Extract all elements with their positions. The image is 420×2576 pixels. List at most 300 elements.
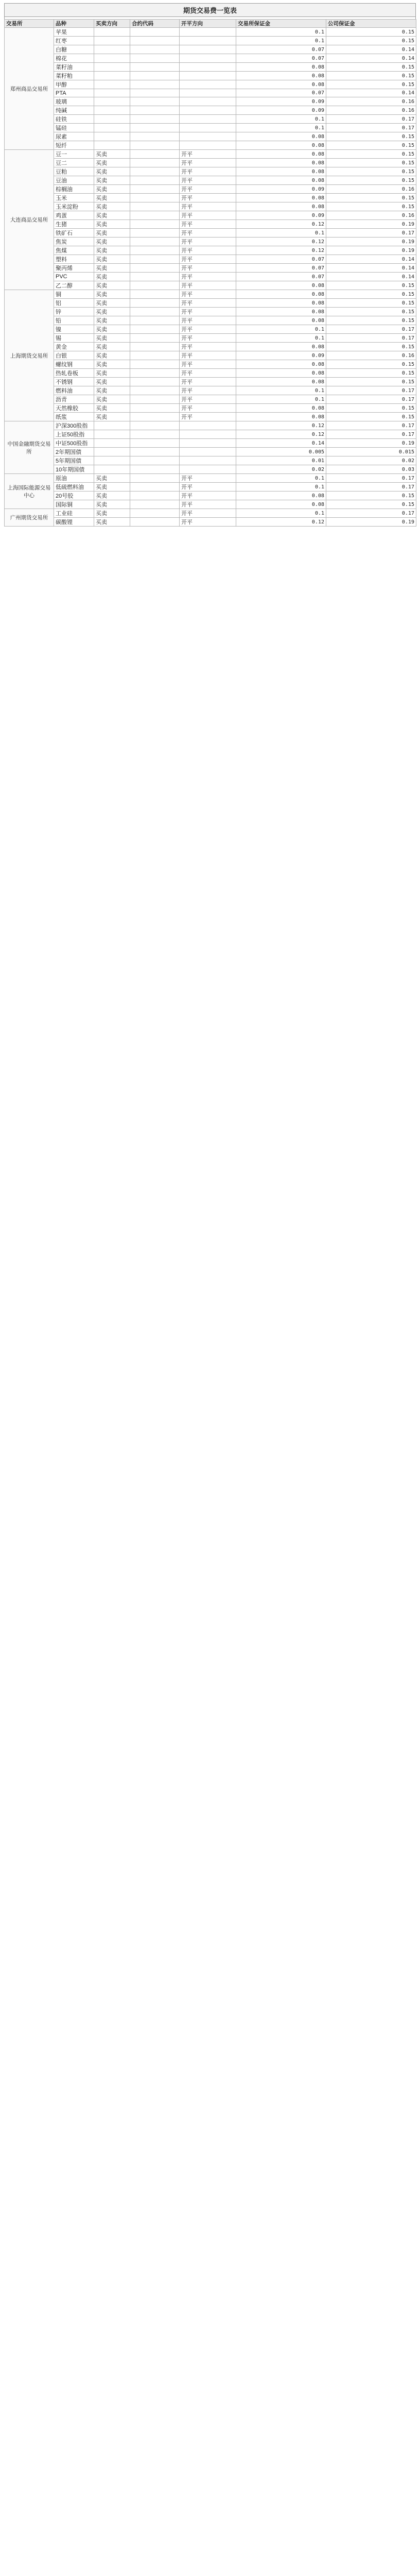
rate-2-cell: 0.16 <box>326 97 416 106</box>
flow-cell <box>180 80 236 89</box>
flow-cell: 开平 <box>180 194 236 202</box>
rate-2-cell: 0.17 <box>326 229 416 238</box>
name-cell: 20号胶 <box>54 492 94 500</box>
flow-cell: 开平 <box>180 281 236 290</box>
rate-2-cell: 0.15 <box>326 202 416 211</box>
name-cell: 苹果 <box>54 28 94 37</box>
name-cell: 豆粕 <box>54 167 94 176</box>
flow-cell: 开平 <box>180 483 236 492</box>
name-cell: 铜 <box>54 290 94 299</box>
table-row <box>5 474 416 483</box>
name-cell: 沥青 <box>54 395 94 404</box>
rate-2-cell: 0.19 <box>326 439 416 448</box>
exchange-cell: 广州期货交易所 <box>5 509 54 527</box>
code-cell <box>130 106 180 115</box>
column-header-exchange: 交易所 <box>5 20 54 28</box>
code-cell <box>130 132 180 141</box>
code-cell <box>130 465 180 474</box>
rate-2-cell: 0.17 <box>326 474 416 483</box>
flow-cell: 开平 <box>180 176 236 185</box>
table-row <box>5 28 416 37</box>
flow-cell: 开平 <box>180 492 236 500</box>
rate-1-cell: 0.1 <box>236 509 326 518</box>
direction-cell <box>94 439 130 448</box>
direction-cell: 买卖 <box>94 255 130 264</box>
code-cell <box>130 264 180 273</box>
code-cell <box>130 448 180 456</box>
flow-cell: 开平 <box>180 474 236 483</box>
name-cell: PVC <box>54 273 94 281</box>
direction-cell <box>94 72 130 80</box>
table-row <box>5 185 416 194</box>
name-cell: 乙二醇 <box>54 281 94 290</box>
name-cell: 中证500股指 <box>54 439 94 448</box>
code-cell <box>130 395 180 404</box>
name-cell: 锰硅 <box>54 124 94 132</box>
flow-cell <box>180 63 236 72</box>
flow-cell: 开平 <box>180 167 236 176</box>
table-row <box>5 360 416 369</box>
rate-1-cell: 0.1 <box>236 28 326 37</box>
rate-2-cell: 0.15 <box>326 299 416 308</box>
name-cell: 短纤 <box>54 141 94 150</box>
code-cell <box>130 492 180 500</box>
rate-1-cell: 0.005 <box>236 448 326 456</box>
rate-2-cell: 0.15 <box>326 360 416 369</box>
rate-1-cell: 0.09 <box>236 211 326 220</box>
rate-2-cell: 0.19 <box>326 246 416 255</box>
code-cell <box>130 185 180 194</box>
name-cell: 碳酸锂 <box>54 518 94 527</box>
direction-cell: 买卖 <box>94 202 130 211</box>
name-cell: 玉米 <box>54 194 94 202</box>
name-cell: 镍 <box>54 325 94 334</box>
rate-1-cell: 0.08 <box>236 413 326 421</box>
direction-cell: 买卖 <box>94 176 130 185</box>
rate-1-cell: 0.08 <box>236 159 326 167</box>
flow-cell: 开平 <box>180 264 236 273</box>
code-cell <box>130 45 180 54</box>
rate-1-cell: 0.08 <box>236 492 326 500</box>
rate-1-cell: 0.08 <box>236 80 326 89</box>
name-cell: PTA <box>54 89 94 97</box>
table-row <box>5 430 416 439</box>
rate-1-cell: 0.08 <box>236 72 326 80</box>
code-cell <box>130 430 180 439</box>
direction-cell <box>94 141 130 150</box>
flow-cell: 开平 <box>180 500 236 509</box>
code-cell <box>130 63 180 72</box>
column-header-flow: 开平方向 <box>180 20 236 28</box>
direction-cell: 买卖 <box>94 386 130 395</box>
code-cell <box>130 413 180 421</box>
code-cell <box>130 150 180 159</box>
code-cell <box>130 202 180 211</box>
direction-cell <box>94 45 130 54</box>
name-cell: 2年期国债 <box>54 448 94 456</box>
direction-cell: 买卖 <box>94 290 130 299</box>
exchange-cell: 上海期货交易所 <box>5 290 54 421</box>
flow-cell <box>180 124 236 132</box>
flow-cell: 开平 <box>180 211 236 220</box>
table-row <box>5 492 416 500</box>
rate-2-cell: 0.15 <box>326 281 416 290</box>
table-row <box>5 176 416 185</box>
flow-cell <box>180 465 236 474</box>
flow-cell: 开平 <box>180 273 236 281</box>
flow-cell: 开平 <box>180 325 236 334</box>
flow-cell <box>180 439 236 448</box>
name-cell: 热轧卷板 <box>54 369 94 378</box>
code-cell <box>130 255 180 264</box>
code-cell <box>130 483 180 492</box>
rate-2-cell: 0.15 <box>326 176 416 185</box>
rate-2-cell: 0.17 <box>326 386 416 395</box>
direction-cell: 买卖 <box>94 185 130 194</box>
rate-2-cell: 0.16 <box>326 106 416 115</box>
flow-cell: 开平 <box>180 159 236 167</box>
rate-1-cell: 0.08 <box>236 299 326 308</box>
rate-1-cell: 0.02 <box>236 465 326 474</box>
table-row <box>5 141 416 150</box>
flow-cell: 开平 <box>180 229 236 238</box>
code-cell <box>130 97 180 106</box>
direction-cell: 买卖 <box>94 492 130 500</box>
table-row <box>5 334 416 343</box>
rate-1-cell: 0.1 <box>236 37 326 45</box>
table-row <box>5 89 416 97</box>
table-row <box>5 211 416 220</box>
code-cell <box>130 28 180 37</box>
direction-cell <box>94 37 130 45</box>
rate-2-cell: 0.015 <box>326 448 416 456</box>
rate-2-cell: 0.15 <box>326 500 416 509</box>
table-row <box>5 238 416 246</box>
direction-cell: 买卖 <box>94 343 130 351</box>
name-cell: 铁矿石 <box>54 229 94 238</box>
column-header-direction: 买卖方向 <box>94 20 130 28</box>
rate-2-cell: 0.15 <box>326 290 416 299</box>
table-row <box>5 518 416 527</box>
code-cell <box>130 299 180 308</box>
flow-cell <box>180 28 236 37</box>
name-cell: 黄金 <box>54 343 94 351</box>
code-cell <box>130 115 180 124</box>
name-cell: 白银 <box>54 351 94 360</box>
code-cell <box>130 159 180 167</box>
table-row <box>5 167 416 176</box>
exchange-cell: 上海国际能源交易中心 <box>5 474 54 509</box>
page-title: 期货交易费一览表 <box>4 3 416 16</box>
table-row <box>5 115 416 124</box>
table-row <box>5 72 416 80</box>
rate-2-cell: 0.02 <box>326 456 416 465</box>
direction-cell: 买卖 <box>94 273 130 281</box>
rate-2-cell: 0.19 <box>326 518 416 527</box>
code-cell <box>130 351 180 360</box>
code-cell <box>130 246 180 255</box>
direction-cell: 买卖 <box>94 395 130 404</box>
flow-cell: 开平 <box>180 220 236 229</box>
direction-cell <box>94 106 130 115</box>
rate-1-cell: 0.1 <box>236 386 326 395</box>
name-cell: 甲醇 <box>54 80 94 89</box>
rate-1-cell: 0.08 <box>236 369 326 378</box>
code-cell <box>130 421 180 430</box>
code-cell <box>130 509 180 518</box>
rate-2-cell: 0.15 <box>326 132 416 141</box>
code-cell <box>130 474 180 483</box>
name-cell: 棉花 <box>54 54 94 63</box>
table-row <box>5 404 416 413</box>
table-row <box>5 439 416 448</box>
table-row <box>5 37 416 45</box>
rate-1-cell: 0.01 <box>236 456 326 465</box>
rate-2-cell: 0.16 <box>326 211 416 220</box>
flow-cell: 开平 <box>180 343 236 351</box>
direction-cell <box>94 54 130 63</box>
direction-cell <box>94 28 130 37</box>
rate-1-cell: 0.08 <box>236 141 326 150</box>
name-cell: 焦煤 <box>54 246 94 255</box>
code-cell <box>130 404 180 413</box>
flow-cell: 开平 <box>180 202 236 211</box>
direction-cell: 买卖 <box>94 316 130 325</box>
name-cell: 生猪 <box>54 220 94 229</box>
direction-cell <box>94 132 130 141</box>
rate-2-cell: 0.15 <box>326 404 416 413</box>
direction-cell: 买卖 <box>94 360 130 369</box>
flow-cell: 开平 <box>180 509 236 518</box>
code-cell <box>130 80 180 89</box>
code-cell <box>130 229 180 238</box>
direction-cell: 买卖 <box>94 413 130 421</box>
rate-1-cell: 0.1 <box>236 483 326 492</box>
rate-2-cell: 0.15 <box>326 194 416 202</box>
rate-1-cell: 0.1 <box>236 124 326 132</box>
code-cell <box>130 194 180 202</box>
direction-cell: 买卖 <box>94 325 130 334</box>
direction-cell: 买卖 <box>94 167 130 176</box>
rate-2-cell: 0.14 <box>326 255 416 264</box>
direction-cell: 买卖 <box>94 334 130 343</box>
table-row <box>5 456 416 465</box>
table-row <box>5 281 416 290</box>
rate-2-cell: 0.17 <box>326 395 416 404</box>
flow-cell: 开平 <box>180 413 236 421</box>
rate-1-cell: 0.1 <box>236 395 326 404</box>
name-cell: 国际铜 <box>54 500 94 509</box>
rate-1-cell: 0.08 <box>236 167 326 176</box>
direction-cell <box>94 115 130 124</box>
rate-2-cell: 0.15 <box>326 37 416 45</box>
name-cell: 沪深300股指 <box>54 421 94 430</box>
flow-cell: 开平 <box>180 185 236 194</box>
rate-1-cell: 0.12 <box>236 238 326 246</box>
name-cell: 尿素 <box>54 132 94 141</box>
direction-cell: 买卖 <box>94 238 130 246</box>
flow-cell <box>180 54 236 63</box>
code-cell <box>130 37 180 45</box>
rate-2-cell: 0.17 <box>326 325 416 334</box>
code-cell <box>130 167 180 176</box>
rate-1-cell: 0.12 <box>236 246 326 255</box>
direction-cell: 买卖 <box>94 229 130 238</box>
name-cell: 纸浆 <box>54 413 94 421</box>
name-cell: 玻璃 <box>54 97 94 106</box>
rate-2-cell: 0.14 <box>326 45 416 54</box>
flow-cell <box>180 448 236 456</box>
direction-cell <box>94 456 130 465</box>
rate-2-cell: 0.15 <box>326 369 416 378</box>
table-row <box>5 246 416 255</box>
code-cell <box>130 273 180 281</box>
flow-cell <box>180 106 236 115</box>
direction-cell: 买卖 <box>94 474 130 483</box>
code-cell <box>130 238 180 246</box>
rate-2-cell: 0.15 <box>326 343 416 351</box>
name-cell: 豆二 <box>54 159 94 167</box>
rate-2-cell: 0.15 <box>326 167 416 176</box>
direction-cell <box>94 124 130 132</box>
table-row <box>5 395 416 404</box>
direction-cell <box>94 97 130 106</box>
rate-2-cell: 0.17 <box>326 509 416 518</box>
rate-1-cell: 0.07 <box>236 273 326 281</box>
flow-cell: 开平 <box>180 334 236 343</box>
code-cell <box>130 89 180 97</box>
code-cell <box>130 378 180 386</box>
rate-1-cell: 0.08 <box>236 176 326 185</box>
rate-2-cell: 0.15 <box>326 63 416 72</box>
rate-1-cell: 0.07 <box>236 255 326 264</box>
flow-cell <box>180 97 236 106</box>
direction-cell: 买卖 <box>94 211 130 220</box>
table-row <box>5 159 416 167</box>
exchange-cell: 郑州商品交易所 <box>5 28 54 150</box>
direction-cell <box>94 448 130 456</box>
flow-cell: 开平 <box>180 386 236 395</box>
column-header-name: 品种 <box>54 20 94 28</box>
table-row <box>5 194 416 202</box>
table-row <box>5 343 416 351</box>
table-row <box>5 229 416 238</box>
rate-2-cell: 0.14 <box>326 54 416 63</box>
name-cell: 菜籽油 <box>54 63 94 72</box>
flow-cell: 开平 <box>180 378 236 386</box>
name-cell: 5年期国债 <box>54 456 94 465</box>
table-row <box>5 106 416 115</box>
rate-2-cell: 0.15 <box>326 28 416 37</box>
rate-1-cell: 0.1 <box>236 115 326 124</box>
table-row <box>5 500 416 509</box>
table-row <box>5 255 416 264</box>
table-row <box>5 290 416 299</box>
rate-2-cell: 0.16 <box>326 185 416 194</box>
rate-2-cell: 0.15 <box>326 141 416 150</box>
code-cell <box>130 456 180 465</box>
code-cell <box>130 518 180 527</box>
direction-cell <box>94 421 130 430</box>
rate-2-cell: 0.19 <box>326 220 416 229</box>
name-cell: 玉米淀粉 <box>54 202 94 211</box>
rate-1-cell: 0.08 <box>236 360 326 369</box>
table-row <box>5 483 416 492</box>
direction-cell: 买卖 <box>94 246 130 255</box>
flow-cell <box>180 72 236 80</box>
rate-1-cell: 0.1 <box>236 325 326 334</box>
code-cell <box>130 220 180 229</box>
rate-2-cell: 0.15 <box>326 492 416 500</box>
code-cell <box>130 316 180 325</box>
code-cell <box>130 54 180 63</box>
flow-cell: 开平 <box>180 308 236 316</box>
name-cell: 红枣 <box>54 37 94 45</box>
flow-cell <box>180 115 236 124</box>
rate-2-cell: 0.19 <box>326 238 416 246</box>
exchange-cell: 大连商品交易所 <box>5 150 54 290</box>
rate-1-cell: 0.08 <box>236 132 326 141</box>
table-row <box>5 448 416 456</box>
flow-cell <box>180 45 236 54</box>
flow-cell: 开平 <box>180 518 236 527</box>
table-row <box>5 413 416 421</box>
rate-1-cell: 0.08 <box>236 404 326 413</box>
table-row <box>5 124 416 132</box>
direction-cell: 买卖 <box>94 369 130 378</box>
code-cell <box>130 386 180 395</box>
table-row <box>5 421 416 430</box>
name-cell: 锡 <box>54 334 94 343</box>
table-row <box>5 316 416 325</box>
table-row <box>5 325 416 334</box>
table-row <box>5 369 416 378</box>
name-cell: 聚丙烯 <box>54 264 94 273</box>
code-cell <box>130 72 180 80</box>
table-row <box>5 132 416 141</box>
flow-cell <box>180 132 236 141</box>
rate-1-cell: 0.08 <box>236 308 326 316</box>
table-row <box>5 63 416 72</box>
name-cell: 棕榈油 <box>54 185 94 194</box>
name-cell: 不锈钢 <box>54 378 94 386</box>
flow-cell: 开平 <box>180 351 236 360</box>
code-cell <box>130 439 180 448</box>
code-cell <box>130 211 180 220</box>
direction-cell: 买卖 <box>94 299 130 308</box>
name-cell: 纯碱 <box>54 106 94 115</box>
rate-1-cell: 0.08 <box>236 63 326 72</box>
rate-2-cell: 0.15 <box>326 316 416 325</box>
name-cell: 上证50股指 <box>54 430 94 439</box>
table-row <box>5 80 416 89</box>
flow-cell: 开平 <box>180 404 236 413</box>
code-cell <box>130 500 180 509</box>
rate-1-cell: 0.08 <box>236 150 326 159</box>
direction-cell: 买卖 <box>94 150 130 159</box>
column-header-rate-2: 公司保证金 <box>326 20 416 28</box>
rate-1-cell: 0.09 <box>236 351 326 360</box>
name-cell: 原油 <box>54 474 94 483</box>
direction-cell: 买卖 <box>94 281 130 290</box>
table-row <box>5 299 416 308</box>
name-cell: 白糖 <box>54 45 94 54</box>
table-header-row <box>5 20 416 28</box>
rate-2-cell: 0.15 <box>326 150 416 159</box>
rate-2-cell: 0.15 <box>326 72 416 80</box>
rate-2-cell: 0.03 <box>326 465 416 474</box>
rate-2-cell: 0.17 <box>326 334 416 343</box>
